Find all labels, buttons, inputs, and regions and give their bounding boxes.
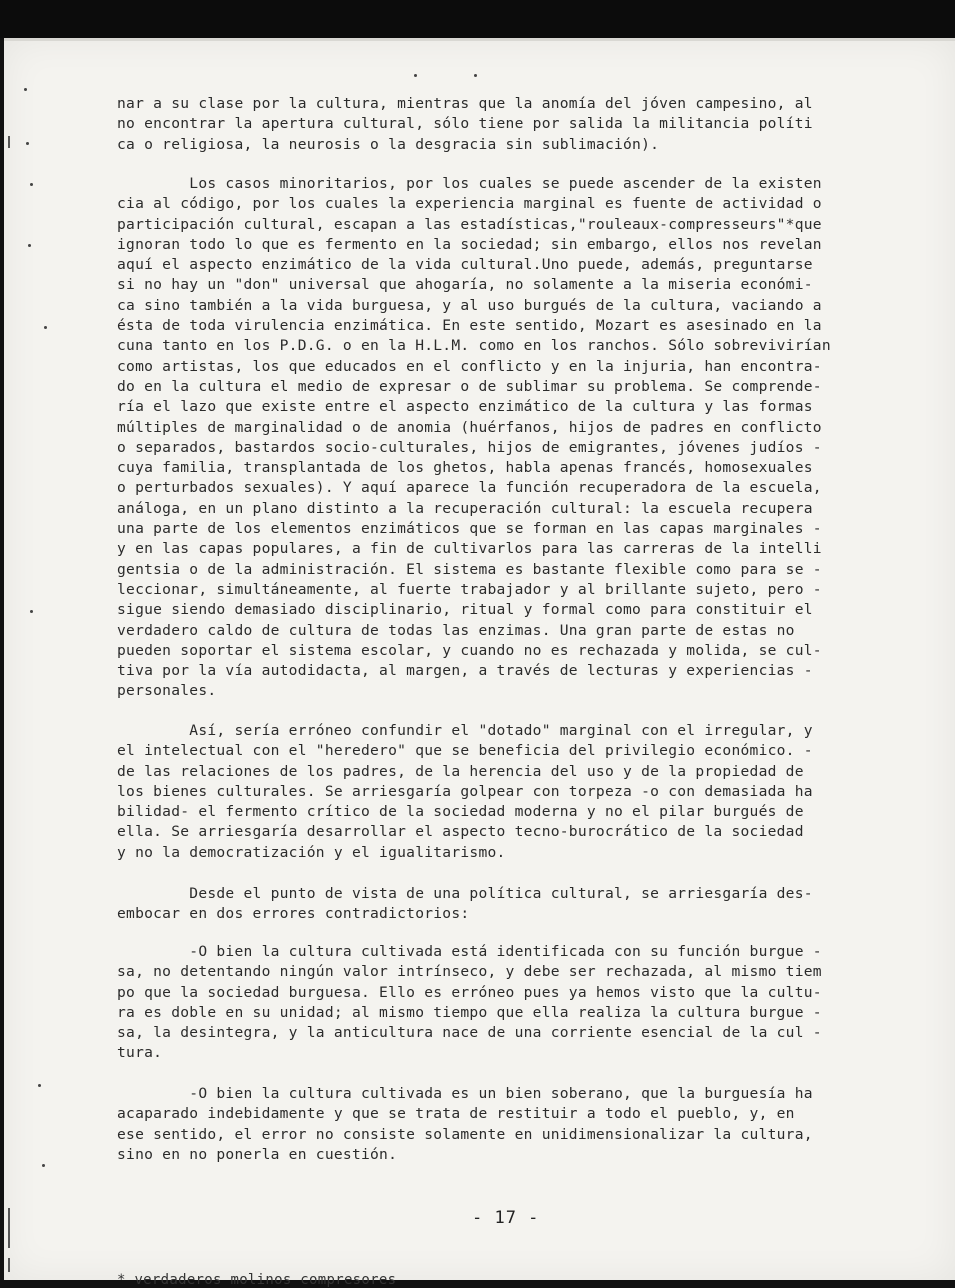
paragraph-3: Así, sería erróneo confundir el "dotado" marginal con el irregular, y el intelectual con el "heredero" que se beneficia del privilegio económico. - de las relaciones de los padres, de la herencia del uso y de la propiedad de los bienes culturales. Se arriesgaría golpear con torpeza -o con demasiada ha bilidad- el fermento crítico de la sociedad moderna y no el pilar burgués de ella. Se arriesgaría desarrollar el aspecto tecno-burocrático de la sociedad y no la democratización y el igualitarismo.	[117, 722, 813, 861]
paragraph-4: Desde el punto de vista de una política cultural, se arriesgaría des- embocar en dos errores contradictorios:	[117, 885, 813, 923]
scanner-top-band	[0, 0, 955, 38]
paragraph-6: -O bien la cultura cultivada es un bien soberano, que la burguesía ha acaparado indebidamente y que se trata de restituir a todo el pueblo, y, en ese sentido, el error no consiste solamente en unidimensionalizar la cultura, sino en no ponerla en cuestión.	[117, 1085, 813, 1163]
margin-mark	[8, 136, 10, 148]
scan-speck	[24, 88, 27, 91]
document-page	[4, 38, 955, 1288]
footnote: * verdaderos molinos compresores	[117, 1272, 397, 1288]
scan-speck	[44, 326, 47, 329]
scan-speck	[414, 74, 417, 77]
scan-speck	[474, 74, 477, 77]
scan-speck	[26, 142, 29, 145]
scan-speck	[28, 244, 31, 247]
scan-speck	[42, 1164, 45, 1167]
scan-speck	[38, 1084, 41, 1087]
paragraph-2: Los casos minoritarios, por los cuales se puede ascender de la existen cia al código, por los cuales la experiencia marginal es fuente de actividad o participación cultural, escapan a las estadísticas,"rouleaux-compresseurs"*que ignoran todo lo que es fermento en la sociedad; sin embargo, ellos nos revelan aquí el aspecto enzimático de la vida cultural.Uno puede, además, preguntarse si no hay un "don" universal que ahogaría, no solamente a la miseria económi- ca sino también a la vida burguesa, y al uso burgués de la cultura, vaciando a ésta de toda virulencia enzimática. En este sentido, Mozart es asesinado en la cuna tanto en los P.D.G. o en la H.L.M. como en los ranchos. Sólo sobrevivirían como artistas, los que educados en el conflicto y en la injuria, han encontra- do en la cultura el medio de expresar o de sublimar su problema. Se comprende- ría el lazo que existe entre el aspecto enzimático de la cultura y las formas múltiples de marginalidad o de anomia (huérfanos, hijos de padres en conflicto o separados, bastardos socio-culturales, hijos de emigrantes, jóvenes judíos - cuya familia, transplantada de los ghetos, habla apenas francés, homosexuales o perturbados sexuales). Y aquí aparece la función recuperadora de la escuela, análoga, en un plano distinto a la recuperación cultural: la escuela recupera una parte de los elementos enzimáticos que se forman en las capas marginales - y en las capas populares, a fin de cultivarlos para las carreras de la intelli gentsia o de la administración. El sistema es bastante flexible como para se - leccionar, simultáneamente, al fuerte trabajador y al brillante sujeto, pero - sigue siendo demasiado disciplinario, ritual y formal como para constituir el verdadero caldo de cultura de todas las enzimas. Una gran parte de estas no pueden soportar el sistema escolar, y cuando no es rechazada y molida, se cul- tiva por la vía autodidacta, al margen, a través de lecturas y experiencias - personales.	[117, 175, 831, 700]
paper-edge	[4, 38, 955, 41]
scan-speck	[30, 183, 33, 186]
margin-mark	[8, 1208, 10, 1248]
scan-speck	[30, 610, 33, 613]
page-number: - 17 -	[472, 1208, 540, 1228]
paragraph-1: nar a su clase por la cultura, mientras que la anomía del jóven campesino, al no encontrar la apertura cultural, sólo tiene por salida la militancia políti ca o religiosa, la neurosis o la desgracia sin sublimación).	[117, 95, 813, 153]
paragraph-5: -O bien la cultura cultivada está identificada con su función burgue - sa, no detentando ningún valor intrínseco, y debe ser rechazada, al mismo tiem po que la sociedad burguesa. Ello es erróneo pues ya hemos visto que la cultu- ra es doble en su unidad; al mismo tiempo que ella realiza la cultura burgue - sa, la desintegra, y la anticultura nace de una corriente esencial de la cul - tura.	[117, 943, 822, 1062]
margin-mark	[8, 1258, 10, 1272]
